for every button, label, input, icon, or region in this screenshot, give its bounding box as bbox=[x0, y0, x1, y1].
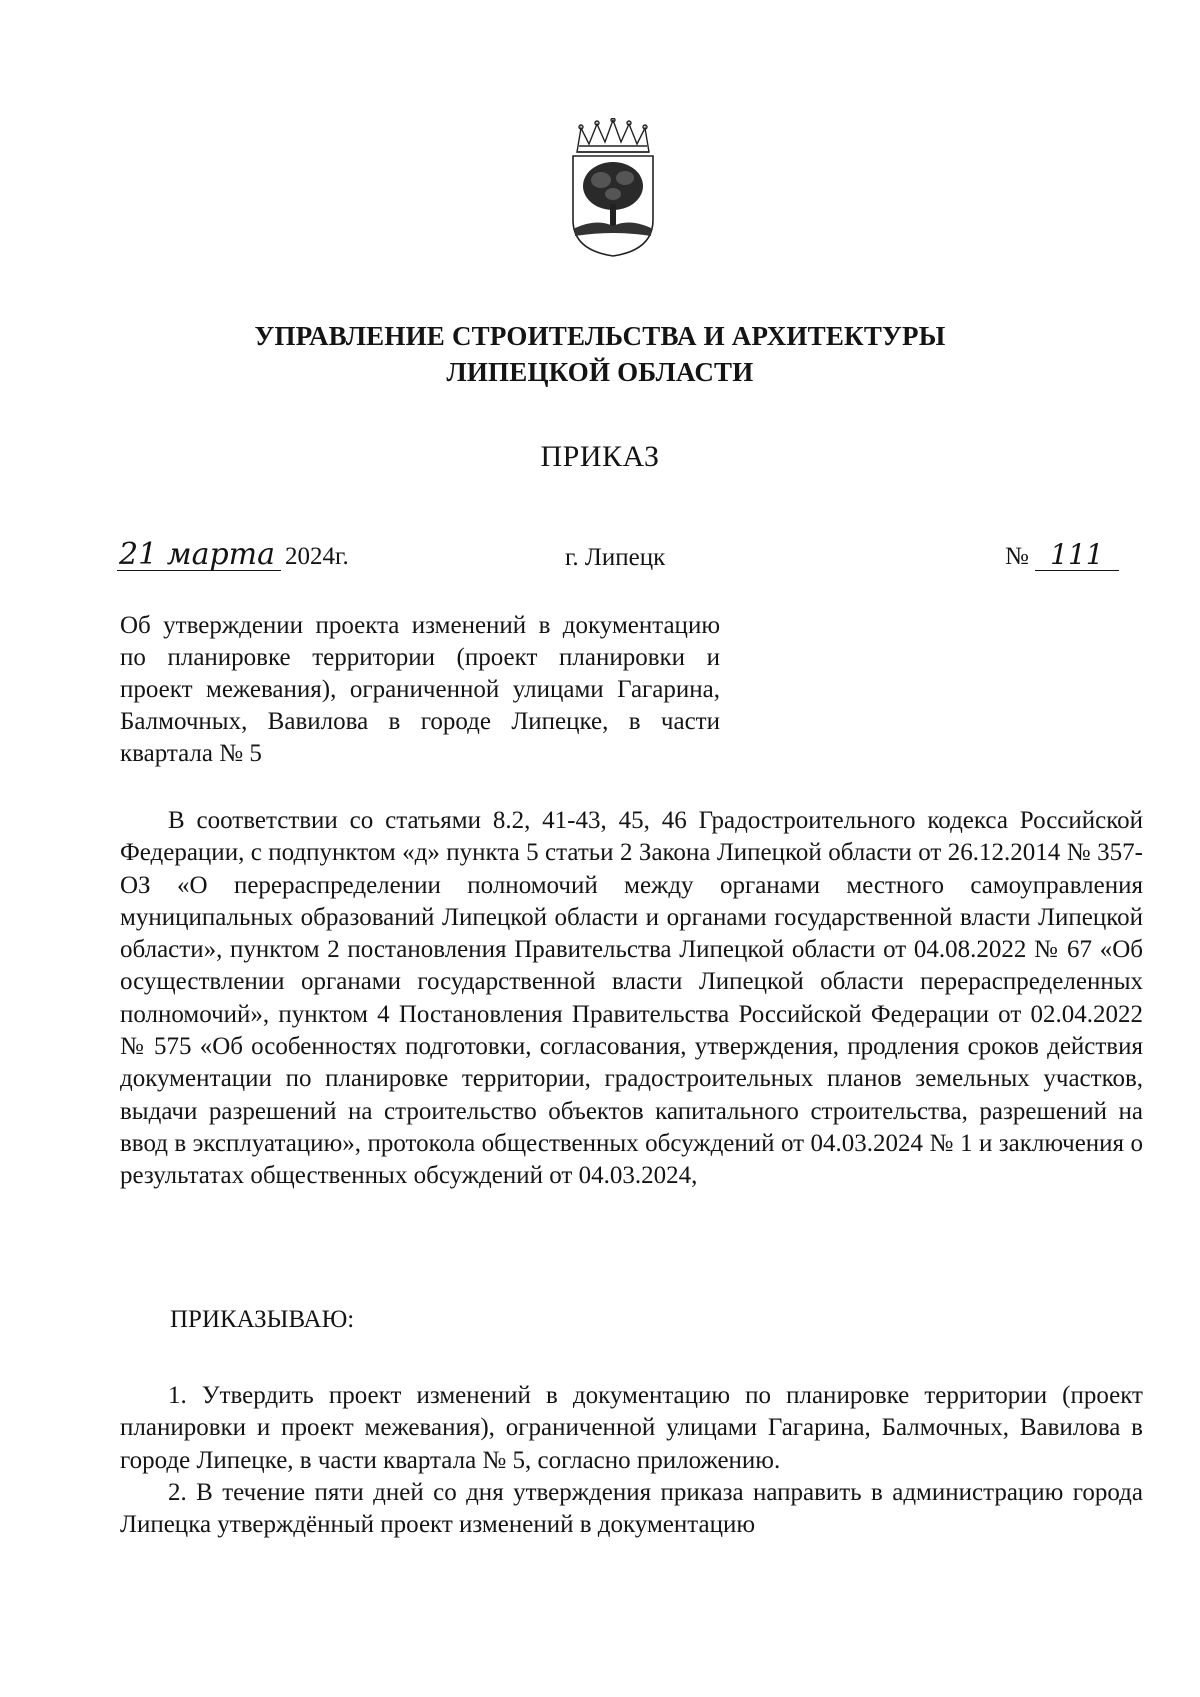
document-subject: Об утверждении проекта изменений в документацию по планировке территории (проект планировки и проект межевания), ограниченной улицами Гагарина, Балмочных, Вавилова в городе Липецке, в части квартала № 5 bbox=[120, 612, 720, 767]
handwritten-date: 21 марта bbox=[117, 540, 281, 571]
number-label: № bbox=[1005, 543, 1029, 570]
document-city: г. Липецк bbox=[565, 544, 666, 571]
agency-header bbox=[0, 318, 1200, 390]
order-item: 1. Утвердить проект изменений в документацию по планировке территории (проект планировки и проект межевания), ограниченной улицами Гагарина, Балмочных, Вавилова в городе Липецке, в части квартала № 5, согласно приложению. bbox=[120, 1382, 1143, 1474]
crown-icon bbox=[577, 118, 649, 152]
document-number bbox=[1005, 540, 1119, 571]
handwritten-number: 111 bbox=[1035, 540, 1119, 571]
order-item: 2. В течение пяти дней со дня утверждения приказа направить в администрацию города Липецка утверждённый проект изменений в документацию bbox=[120, 1478, 1143, 1539]
preamble-paragraph: В соответствии со статьями 8.2, 41-43, 45, 46 Градостроительного кодекса Российской Федерации, с подпунктом «д» пункта 5 статьи 2 Закона Липецкой области от 26.12.2014 № 357-ОЗ «О перераспределении полномочий между органами местного самоуправления муниципальных образований Липецкой области и органами государственной власти Липецкой области», пунктом 2 постановления Правительства Липецкой области от 04.08.2022 № 67 «Об осуществлении органами государственной власти Липецкой области перераспределенных полномочий», пунктом 4 Постановления Правительства Российской Федерации от 02.04.2022 № 575 «Об особенностях подготовки, согласования, утверждения, продления сроков действия документации по планировке территории, градостроительных планов земельных участков, выдачи разрешений на строительство объектов капитального строительства, разрешений на ввод в эксплуатацию», протокола общественных обсуждений от 04.03.2024 № 1 и заключения о результатах общественных обсуждений от 04.03.2024, bbox=[120, 807, 1143, 1190]
document-date bbox=[117, 537, 349, 572]
tree-icon bbox=[583, 162, 643, 226]
agency-name-line1: УПРАВЛЕНИЕ СТРОИТЕЛЬСТВА И АРХИТЕКТУРЫ bbox=[254, 321, 946, 351]
document-year: 2024г. bbox=[285, 543, 349, 570]
coat-of-arms-emblem bbox=[567, 118, 659, 258]
order-items bbox=[120, 1380, 1143, 1541]
document-type-title: ПРИКАЗ bbox=[540, 440, 660, 473]
order-verb: ПРИКАЗЫВАЮ: bbox=[170, 1306, 355, 1333]
document-meta-row bbox=[0, 537, 1200, 580]
agency-name-line2: ЛИПЕЦКОЙ ОБЛАСТИ bbox=[446, 357, 754, 387]
